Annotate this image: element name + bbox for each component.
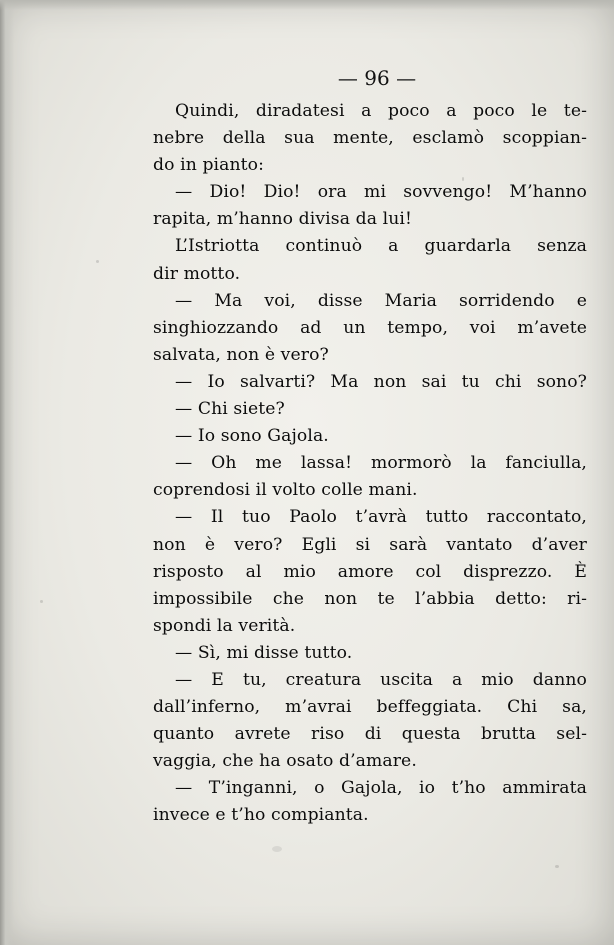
paper-speckle [96,260,99,263]
text-line: — E tu, creatura uscita a mio danno [175,669,587,690]
text-line: — Oh me lassa! mormorò la fanciulla, [175,453,587,474]
text-line: Quindi, diradatesi a poco a poco le te- [175,101,587,121]
text-line: risposto al mio amore col disprezzo. È [153,561,587,582]
paper-speckle [555,865,559,868]
text-line: invece e t’ho compianta. [153,805,369,826]
text-line: non è vero? Egli si sarà vantato d’aver [153,534,587,555]
text-line: coprendosi il volto colle mani. [153,480,418,501]
text-line: — Dio! Dio! ora mi sovvengo! M’hanno [175,182,587,203]
text-line: — Sì, mi disse tutto. [175,642,353,663]
text-line: dir motto. [153,263,241,284]
text-line: do in pianto: [153,155,265,176]
text-line: L’Istriotta continuò a guardarla senza [175,236,587,257]
text-line: — Ma voi, disse Maria sorridendo e [175,290,587,311]
text-line: spondi la verità. [153,615,296,636]
paper-speckle [272,846,282,852]
page-number: — 96 — [337,66,417,90]
text-line: quanto avrete riso di questa brutta sel- [153,724,587,745]
text-line: nebre della sua mente, esclamò scoppian- [153,128,587,149]
text-line: vaggia, che ha osato d’amare. [153,751,417,772]
text-line: — T’inganni, o Gajola, io t’ho ammirata [175,778,587,799]
text-line: — Io salvarti? Ma non sai tu chi sono? [175,371,587,392]
text-line: — Io sono Gajola. [175,426,329,447]
text-line: — Chi siete? [175,399,285,420]
page-top-shadow [0,0,614,10]
text-line: — Il tuo Paolo t’avrà tutto raccontato, [175,507,587,528]
paper-speckle [40,600,43,603]
text-line: salvata, non è vero? [153,344,329,365]
text-line: dall’inferno, m’avrai beffeggiata. Chi sa, [153,697,587,718]
text-line: singhiozzando ad un tempo, voi m’avete [153,317,587,338]
page-binding-shadow [0,0,14,945]
text-line: impossibile che non te l’abbia detto: ri- [153,588,587,609]
body-text [153,98,587,830]
text-line: rapita, m’hanno divisa da lui! [153,209,412,230]
